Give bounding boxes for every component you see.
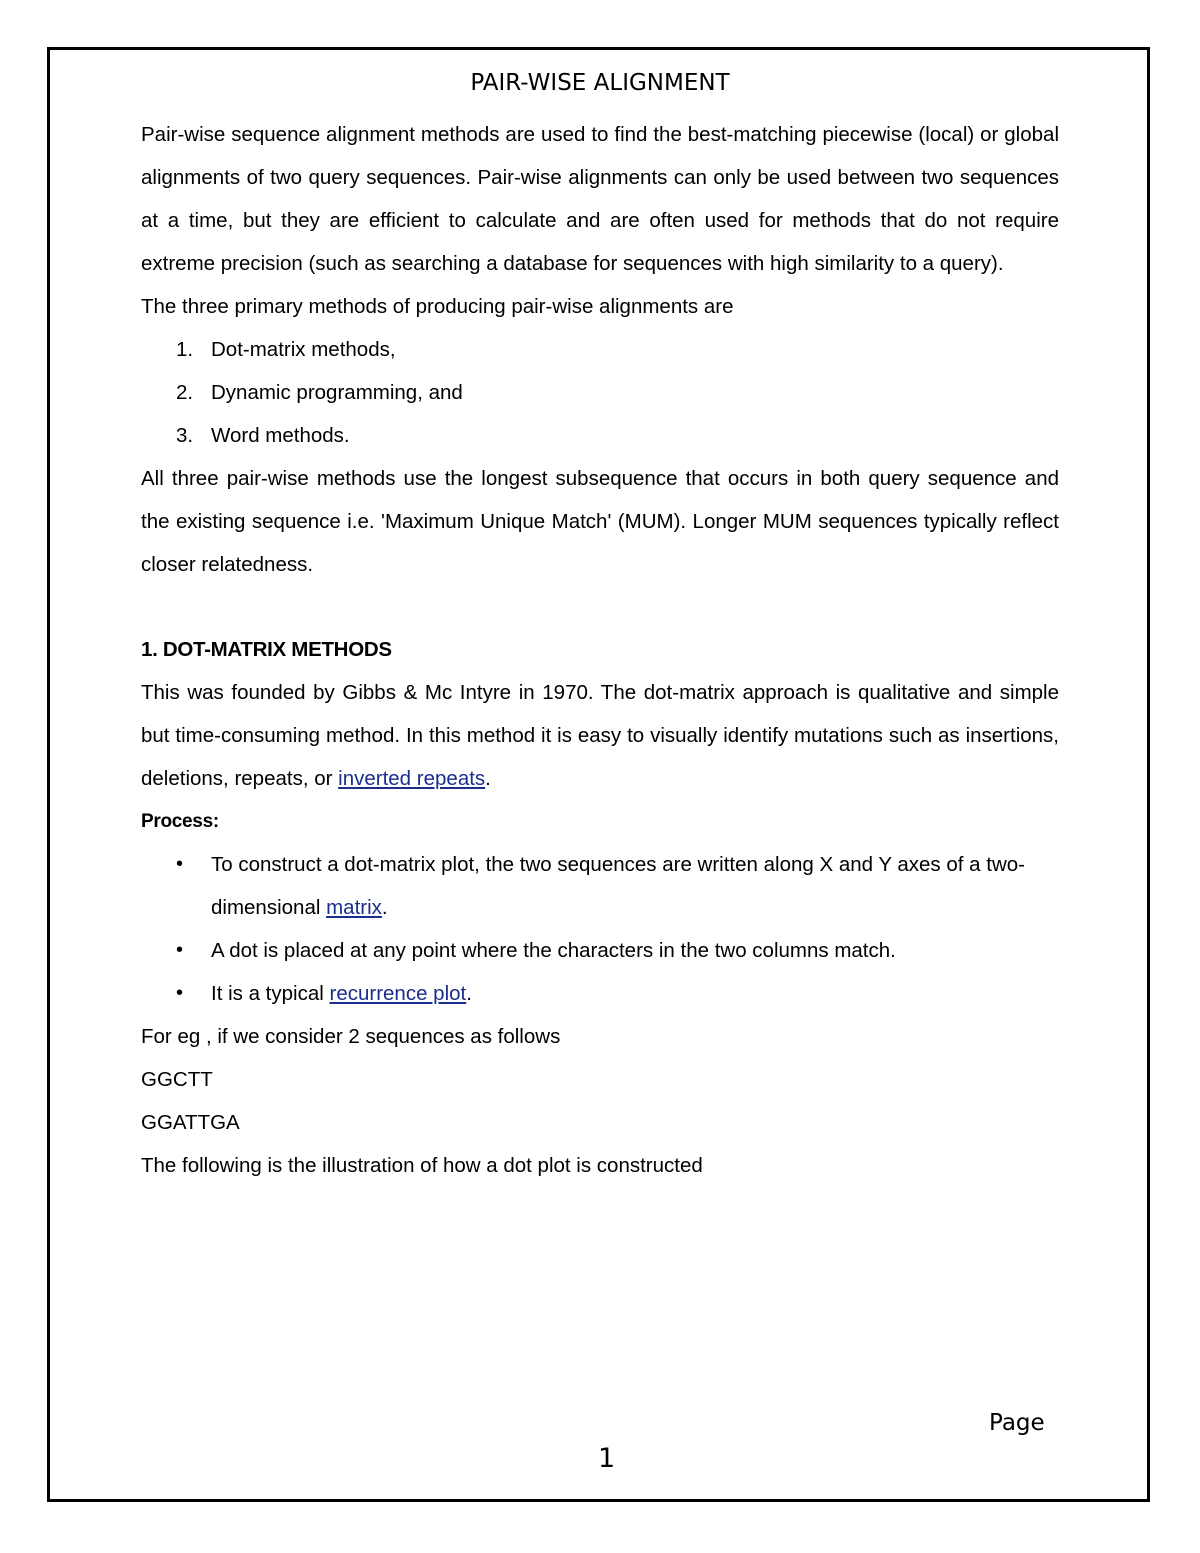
- list-item-text: Dynamic programming, and: [211, 381, 463, 404]
- dot-matrix-text-end: .: [485, 767, 491, 790]
- list-item-text: Dot-matrix methods,: [211, 338, 396, 361]
- list-item: [141, 371, 1059, 414]
- bullet-text: A dot is placed at any point where the characters in the two columns match.: [211, 939, 896, 962]
- bullet-icon: •: [176, 939, 184, 961]
- example-lead: For eg , if we consider 2 sequences as follows: [141, 1025, 561, 1048]
- section-heading-dot-matrix: 1. DOT-MATRIX METHODS: [141, 638, 392, 661]
- page-title: PAIR-WISE ALIGNMENT: [470, 70, 730, 96]
- inverted-repeats-link[interactable]: inverted repeats: [338, 767, 486, 790]
- methods-list: [141, 328, 1059, 457]
- sequence-one: GGCTT: [141, 1068, 213, 1091]
- list-item-text: Word methods.: [211, 424, 350, 447]
- page-number: 1: [598, 1443, 616, 1474]
- bullet-icon: •: [176, 982, 184, 1004]
- list-item: [141, 328, 1059, 371]
- list-item: [141, 843, 1059, 929]
- page-label: Page: [989, 1410, 1045, 1436]
- section-spacer: [141, 586, 1059, 628]
- bullet-text-end: .: [466, 982, 472, 1005]
- bullet-icon: •: [176, 853, 184, 875]
- list-item: [141, 414, 1059, 457]
- mum-paragraph: All three pair-wise methods use the longest subsequence that occurs in both query sequence and the existing sequence i.e. 'Maximum Unique Match' (MUM). Longer MUM sequences typically reflect closer relatedness.: [141, 467, 1059, 576]
- document-body: [141, 66, 1059, 1187]
- dot-matrix-text: This was founded by Gibbs & Mc Intyre in 1970. The dot-matrix approach is qualitative and simple but time-consuming method. In this method it is easy to visually identify mutations such as insertions, deletions, repeats, or: [141, 681, 1059, 790]
- bullet-text: It is a typical: [211, 982, 330, 1005]
- sequence-two: GGATTGA: [141, 1111, 240, 1134]
- dot-matrix-paragraph: [141, 671, 1059, 800]
- list-number: 2.: [176, 381, 194, 404]
- list-number: 1.: [176, 338, 194, 361]
- list-item: [141, 929, 1059, 972]
- bullet-text-end: .: [381, 896, 388, 919]
- methods-lead: The three primary methods of producing pair-wise alignments are: [141, 295, 734, 318]
- list-item: [141, 972, 1059, 1015]
- intro-paragraph: Pair-wise sequence alignment methods are used to find the best-matching piecewise (local) or global alignments of two query sequences. Pair-wise alignments can only be used between two sequences at a time, but they are efficient to calculate and are often used for methods that do not require extreme precision (such as searching a database for sequences with high similarity to a query).: [141, 123, 1059, 275]
- process-label: Process:: [141, 811, 219, 832]
- bullet-text: To construct a dot-matrix plot, the two sequences are written along X and Y axes of a two-dimensional: [211, 853, 1025, 919]
- recurrence-plot-link[interactable]: recurrence plot: [329, 982, 467, 1005]
- matrix-link[interactable]: matrix: [326, 896, 382, 919]
- list-number: 3.: [176, 424, 194, 447]
- process-list: [141, 843, 1059, 1015]
- illustration-lead: The following is the illustration of how a dot plot is constructed: [141, 1154, 703, 1177]
